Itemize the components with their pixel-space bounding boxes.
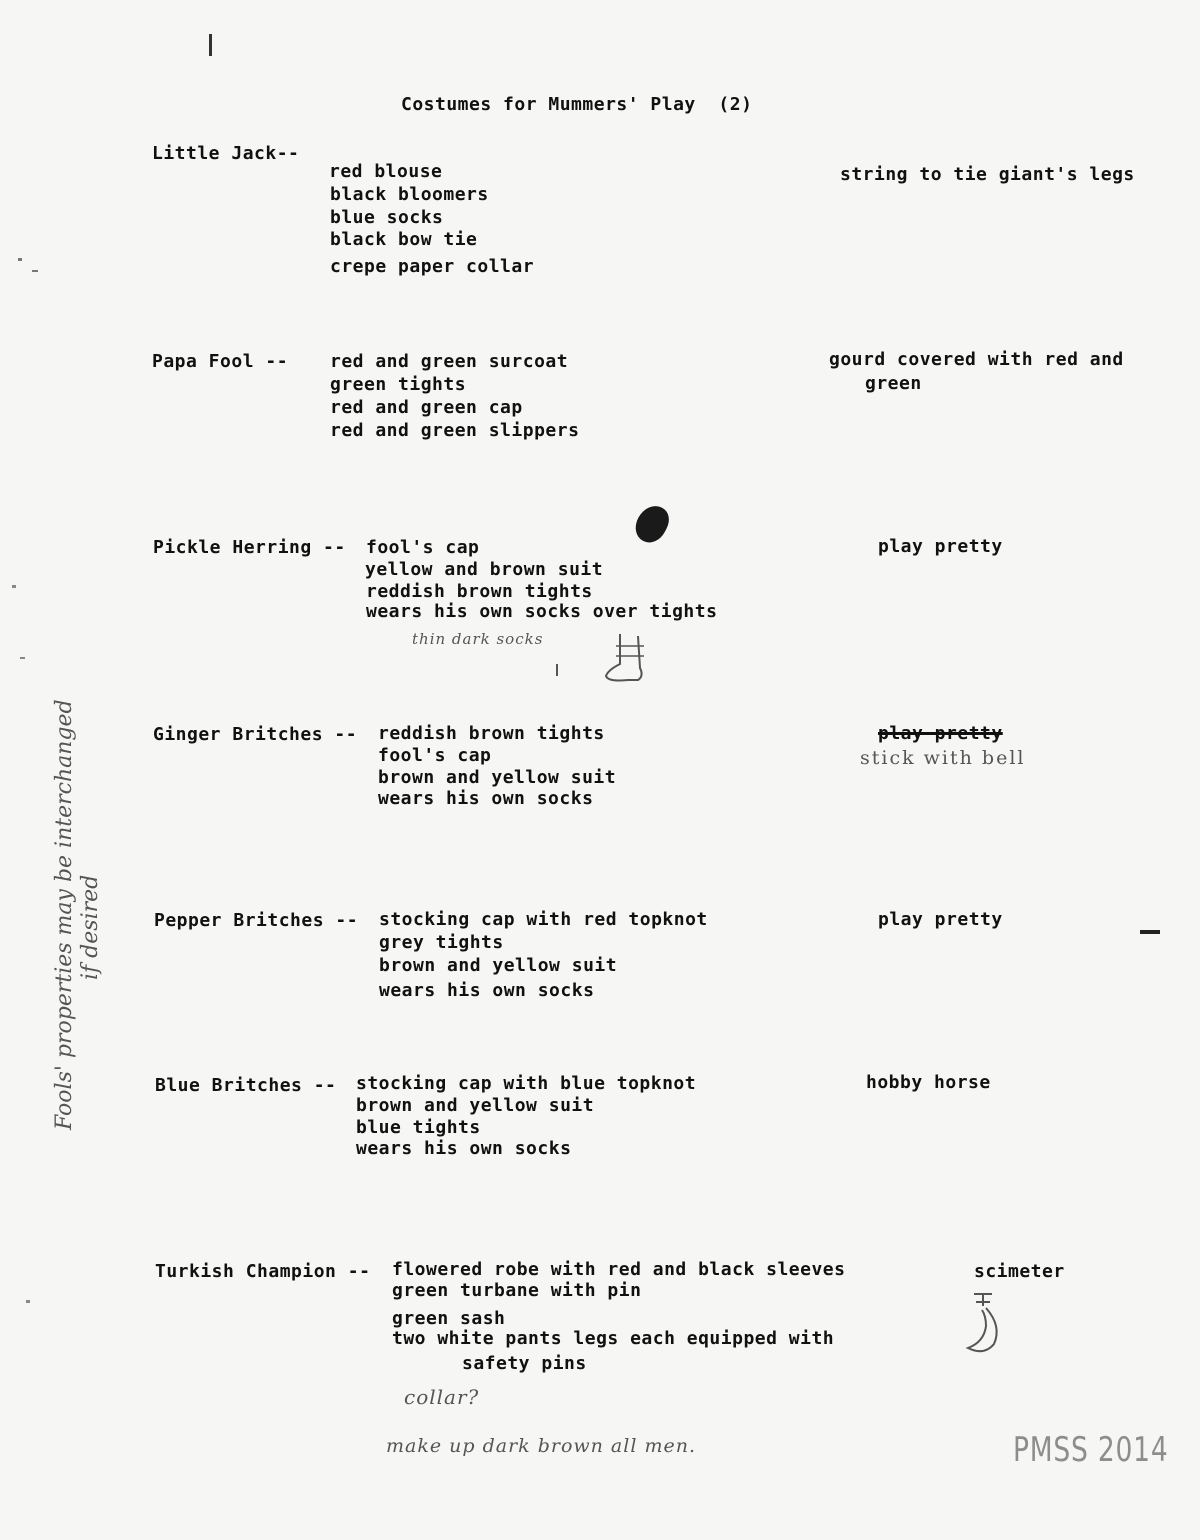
edge-speck: [26, 1300, 30, 1303]
prop-ginger-britches-struck: play pretty: [878, 723, 1003, 744]
costume-item: red blouse: [329, 161, 443, 182]
page-title: Costumes for Mummers' Play (2): [401, 94, 753, 115]
costume-item: green turbane with pin: [392, 1280, 642, 1301]
costume-item: stocking cap with red topknot: [379, 909, 708, 930]
sock-sketch-icon: [598, 628, 658, 686]
costume-item: brown and yellow suit: [379, 955, 618, 976]
costume-item: grey tights: [379, 932, 504, 953]
prop-pickle-herring: play pretty: [878, 536, 1003, 557]
character-turkish-champion: Turkish Champion --: [155, 1261, 371, 1282]
costume-item: green sash: [392, 1308, 506, 1329]
edge-speck: [20, 657, 25, 659]
costume-item: reddish brown tights: [378, 723, 605, 744]
edge-speck: [12, 585, 16, 588]
costume-item: wears his own socks: [379, 980, 595, 1001]
costume-item: fool's cap: [366, 537, 480, 558]
character-pickle-herring: Pickle Herring --: [153, 537, 346, 558]
costume-item: stocking cap with blue topknot: [356, 1073, 697, 1094]
character-little-jack: Little Jack--: [152, 143, 300, 164]
prop-little-jack: string to tie giant's legs: [840, 164, 1135, 185]
margin-note-line1: Fools' properties may be interchanged: [52, 699, 77, 1130]
margin-handwritten-note: [52, 699, 104, 1130]
costume-item: wears his own socks: [356, 1138, 572, 1159]
ink-dash-right: [1140, 930, 1160, 934]
prop-blue-britches: hobby horse: [866, 1072, 991, 1093]
costume-item: safety pins: [462, 1353, 587, 1374]
margin-note-line2: if desired: [78, 874, 103, 980]
costume-item: red and green slippers: [330, 420, 580, 441]
costume-item: crepe paper collar: [330, 256, 535, 277]
character-blue-britches: Blue Britches --: [155, 1075, 337, 1096]
handwritten-note-collar: collar?: [404, 1385, 480, 1409]
archive-watermark: PMSS 2014: [1013, 1430, 1169, 1470]
character-papa-fool: Papa Fool --: [152, 351, 289, 372]
costume-item: black bow tie: [330, 229, 478, 250]
costume-item: black bloomers: [330, 184, 489, 205]
costume-item: wears his own socks over tights: [366, 601, 718, 622]
character-pepper-britches: Pepper Britches --: [154, 910, 359, 931]
costume-item: brown and yellow suit: [356, 1095, 595, 1116]
prop-papa-fool-line1: gourd covered with red and: [829, 349, 1124, 370]
character-ginger-britches: Ginger Britches --: [153, 724, 358, 745]
edge-speck: [32, 270, 38, 272]
costume-item: yellow and brown suit: [365, 559, 604, 580]
costume-item: blue tights: [356, 1117, 481, 1138]
costume-item: two white pants legs each equipped with: [392, 1328, 835, 1349]
costume-item: blue socks: [330, 207, 444, 228]
edge-speck: [18, 258, 22, 261]
costume-item: red and green cap: [330, 397, 523, 418]
handwritten-prop-stick: stick with bell: [860, 747, 1026, 769]
costume-item: reddish brown tights: [366, 581, 593, 602]
costume-item: flowered robe with red and black sleeves: [392, 1259, 846, 1280]
costume-item: red and green surcoat: [330, 351, 569, 372]
handwritten-note-socks: thin dark socks: [412, 630, 544, 648]
scimitar-sketch-icon: [958, 1290, 1008, 1360]
costume-item: fool's cap: [378, 745, 492, 766]
ink-mark-top: [209, 34, 212, 56]
ink-blot: [630, 500, 674, 548]
costume-item: brown and yellow suit: [378, 767, 617, 788]
costume-item: wears his own socks: [378, 788, 594, 809]
prop-turkish-champion: scimeter: [974, 1261, 1065, 1282]
pencil-tick: [556, 664, 558, 676]
costume-item: green tights: [330, 374, 467, 395]
handwritten-note-makeup: make up dark brown all men.: [386, 1435, 696, 1457]
prop-pepper-britches: play pretty: [878, 909, 1003, 930]
prop-papa-fool-line2: green: [865, 373, 922, 394]
